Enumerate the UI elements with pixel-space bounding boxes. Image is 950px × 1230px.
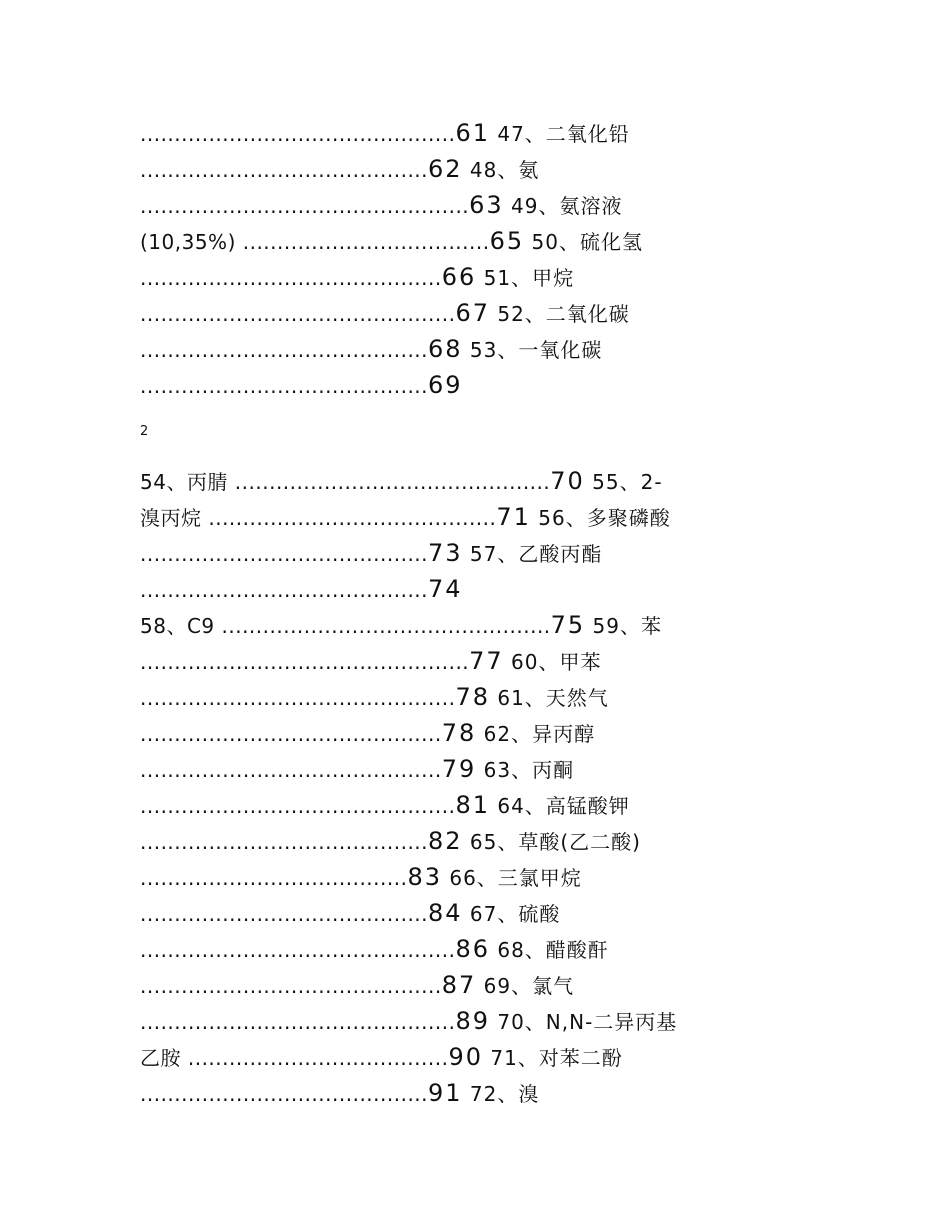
toc-page-number: 62	[428, 155, 463, 183]
toc-entry-title: 53、一氧化碳	[462, 338, 603, 362]
toc-entry-title: 61、天然气	[490, 686, 609, 710]
toc-line	[140, 1039, 623, 1075]
toc-leader: ..............................................	[140, 686, 456, 710]
toc-line	[140, 259, 574, 295]
toc-line	[140, 715, 595, 751]
toc-page-number: 69	[428, 371, 463, 399]
toc-leader: .......................................	[140, 866, 408, 890]
toc-page-number: 74	[428, 575, 463, 603]
toc-line	[140, 571, 463, 607]
toc-leader: ..........................................	[140, 542, 429, 566]
toc-leader: ..........................................	[140, 830, 429, 854]
toc-line	[140, 115, 630, 151]
toc-entry-title: 47、二氧化铅	[490, 122, 630, 146]
toc-line	[140, 499, 671, 535]
toc-leader: ..............................................	[140, 122, 456, 146]
toc-page-number: 91	[428, 1079, 463, 1107]
toc-line	[140, 535, 602, 571]
toc-entry-title: 68、醋酸酐	[490, 938, 609, 962]
toc-entry-title: 52、二氧化碳	[490, 302, 630, 326]
toc-line	[140, 367, 463, 403]
toc-leader: ..............................................	[140, 938, 456, 962]
toc-page-number: 63	[469, 191, 504, 219]
toc-leader: ............................................	[140, 974, 442, 998]
toc-leader: ..............................................	[140, 302, 456, 326]
toc-page-number: 90	[448, 1043, 483, 1071]
toc-leader: 乙胺 ......................................	[140, 1046, 449, 1070]
toc-page-number: 83	[407, 863, 442, 891]
toc-entry-title: 55、2-	[584, 470, 663, 494]
toc-entry-title: 57、乙酸丙酯	[462, 542, 603, 566]
toc-entry-title: 64、高锰酸钾	[490, 794, 630, 818]
toc-leader: ..........................................	[140, 1082, 429, 1106]
toc-leader: ............................................	[140, 722, 442, 746]
toc-page-number: 75	[550, 611, 586, 639]
toc-leader: 58、C9 ................................................	[140, 614, 551, 638]
toc-line	[140, 787, 630, 823]
toc-page-number: 87	[441, 971, 477, 999]
toc-entry-title: 65、草酸(乙二酸)	[462, 830, 641, 854]
toc-leader: (10,35%) ....................................	[140, 230, 490, 254]
toc-page-number: 84	[428, 899, 463, 927]
toc-page-number: 77	[469, 647, 504, 675]
toc-entry-title: 63、丙酮	[476, 758, 575, 782]
toc-entry-title: 66、三氯甲烷	[442, 866, 582, 890]
toc-entry-title: 70、N,N-二异丙基	[490, 1010, 678, 1034]
toc-line	[140, 187, 623, 223]
toc-leader: ..........................................	[140, 338, 429, 362]
toc-leader: ..............................................	[140, 1010, 456, 1034]
toc-entry-title: 71、对苯二酚	[483, 1046, 623, 1070]
toc-line	[140, 1003, 677, 1039]
toc-leader: ..........................................	[140, 902, 429, 926]
toc-entry-title: 62、异丙醇	[476, 722, 596, 746]
toc-leader: 54、丙腈 ..............................................	[140, 470, 551, 494]
toc-line	[140, 895, 560, 931]
toc-line	[140, 1075, 539, 1111]
toc-entry-title: 59、苯	[585, 614, 663, 638]
toc-entry-title: 51、甲烷	[476, 266, 575, 290]
toc-page-number: 73	[428, 539, 463, 567]
toc-line	[140, 823, 641, 859]
toc-leader: ............................................	[140, 266, 442, 290]
toc-entry-title: 50、硫化氢	[524, 230, 643, 254]
toc-page-number: 89	[455, 1007, 490, 1035]
toc-entry-title: 60、甲苯	[503, 650, 602, 674]
toc-entry-title: 69、氯气	[476, 974, 575, 998]
toc-leader: ............................................	[140, 758, 442, 782]
toc-line	[140, 751, 574, 787]
toc-page-number: 66	[441, 263, 477, 291]
toc-page-number: 70	[550, 467, 585, 495]
page-number: 2	[140, 424, 149, 439]
toc-leader: ..........................................	[140, 158, 429, 182]
toc-page-number: 86	[455, 935, 490, 963]
toc-page-number: 81	[455, 791, 490, 819]
toc-line	[140, 643, 602, 679]
toc-page-number: 68	[428, 335, 463, 363]
toc-entry-title: 48、氨	[462, 158, 540, 182]
toc-page-number: 78	[441, 719, 477, 747]
toc-line	[140, 679, 609, 715]
toc-entry-title: 72、溴	[462, 1082, 540, 1106]
toc-leader: 溴丙烷 ..........................................	[140, 506, 497, 530]
toc-line	[140, 607, 662, 643]
toc-page-number: 78	[455, 683, 490, 711]
toc-leader: ................................................	[140, 194, 470, 218]
toc-leader: ..........................................	[140, 578, 429, 602]
toc-line	[140, 331, 602, 367]
toc-page-number: 79	[441, 755, 477, 783]
toc-page-number: 61	[455, 119, 490, 147]
toc-line	[140, 295, 630, 331]
toc-page-number: 65	[489, 227, 525, 255]
toc-line	[140, 223, 643, 259]
toc-entry-title: 49、氨溶液	[503, 194, 623, 218]
toc-leader: ..............................................	[140, 794, 456, 818]
toc-entry-title: 56、多聚磷酸	[530, 506, 671, 530]
toc-line	[140, 931, 609, 967]
toc-entry-title: 67、硫酸	[462, 902, 561, 926]
toc-page-number: 71	[496, 503, 531, 531]
toc-line	[140, 859, 582, 895]
toc-line	[140, 463, 663, 499]
toc-page-number: 82	[428, 827, 463, 855]
toc-line	[140, 967, 574, 1003]
toc-line	[140, 151, 539, 187]
toc-leader: ..........................................	[140, 374, 429, 398]
toc-leader: ................................................	[140, 650, 470, 674]
toc-page-number: 67	[455, 299, 490, 327]
